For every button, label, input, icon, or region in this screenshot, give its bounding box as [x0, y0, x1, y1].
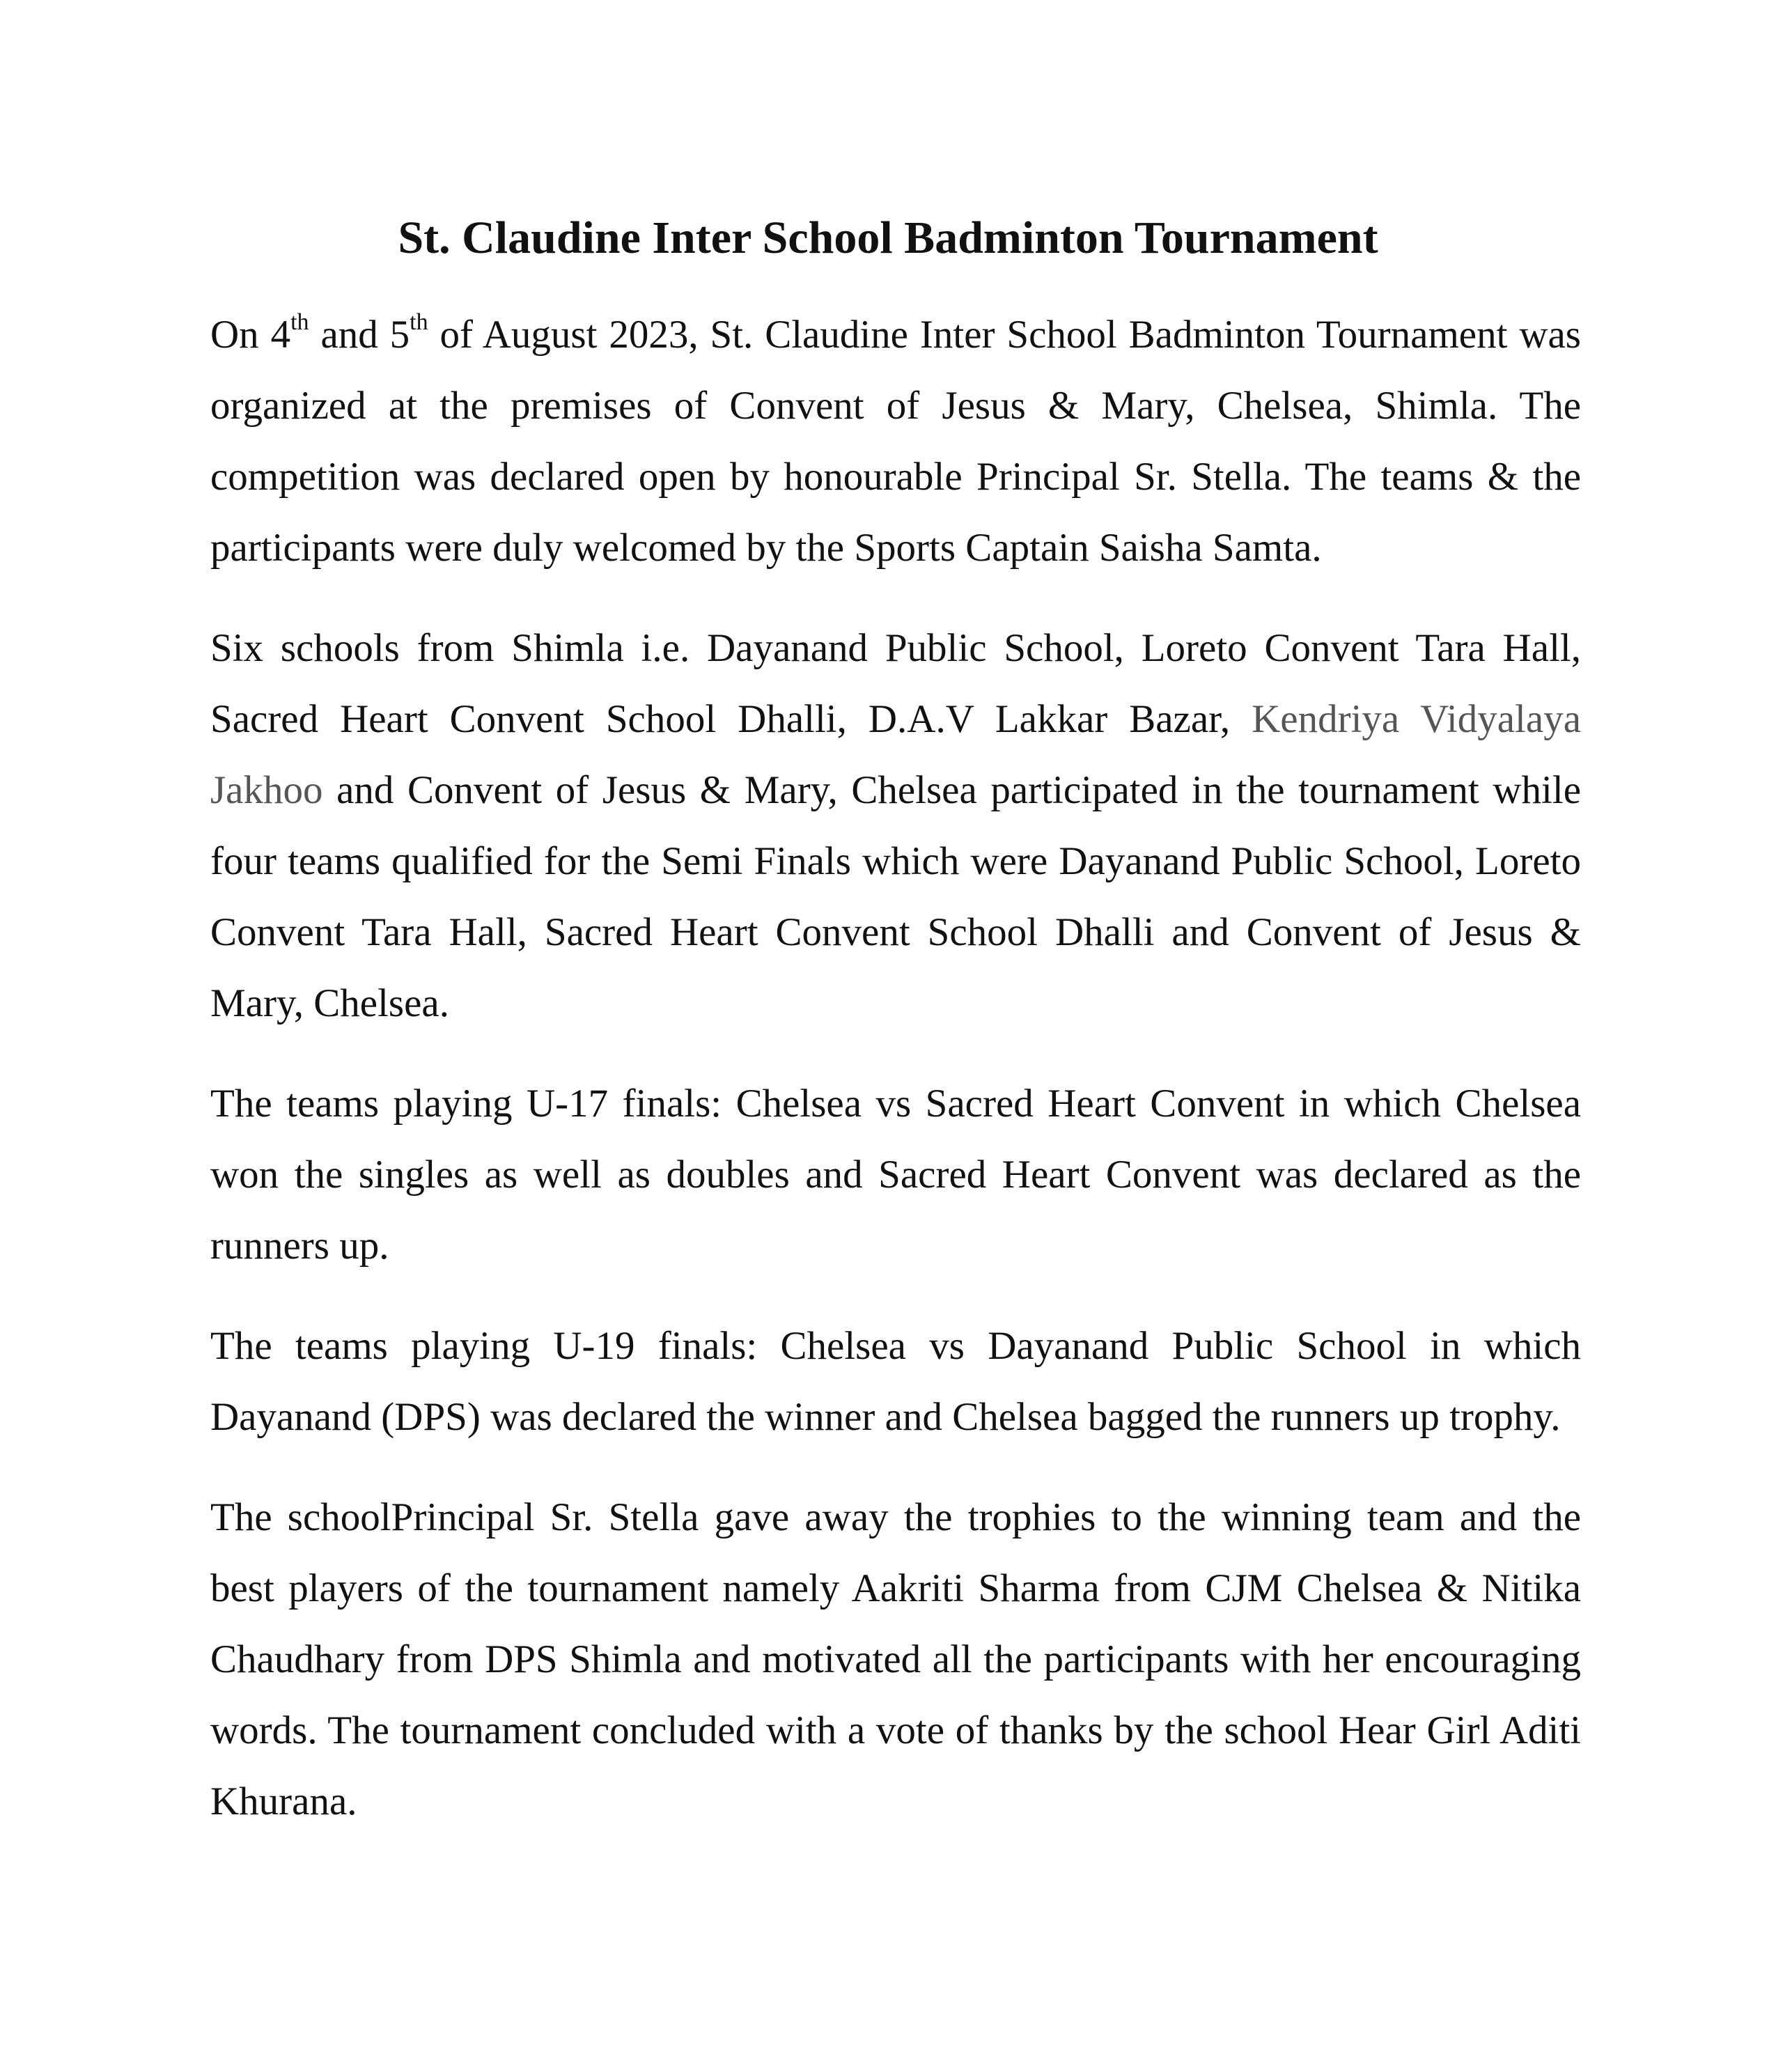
participants-text-a: Six schools from Shimla i.e. Dayanand Public School, Loreto Convent Tara Hall, Sacred Heart Convent School Dhalli, D.A.V Lakkar Bazar, — [210, 626, 1581, 741]
participants-text-b: and Convent of Jesus & Mary, Chelsea participated in the tournament while four teams qualified for the Semi Finals which were Dayanand Public School, Loreto Convent Tara Hall, Sacred Heart Convent School Dhalli and Convent of Jesus & Mary, Chelsea. — [210, 768, 1581, 1025]
document-body — [210, 299, 1581, 1867]
paragraph-u17-finals: The teams playing U-17 finals: Chelsea vs Sacred Heart Convent in which Chelsea won the singles as well as doubles and Sacred Heart Convent was declared as the runners up. — [210, 1082, 1581, 1268]
intro-text-c: of August 2023, St. Claudine Inter School Badminton Tournament was organized at the premises of Convent of Jesus & Mary, Chelsea, Shimla. The competition was declared open by honourable Principal Sr. Stella. The teams & the participants were duly welcomed by the Sports Captain Saisha Samta. — [210, 313, 1581, 570]
intro-text-a: On 4 — [210, 313, 291, 357]
document-title: St. Claudine Inter School Badminton Tournament — [398, 212, 1378, 263]
paragraph-participants — [210, 613, 1581, 1039]
paragraph-u19-finals: The teams playing U-19 finals: Chelsea vs Dayanand Public School in which Dayanand (DPS) was declared the winner and Chelsea bagged the runners up trophy. — [210, 1324, 1581, 1439]
ordinal-suffix: th — [290, 309, 309, 335]
paragraph-closing: The schoolPrincipal Sr. Stella gave away the trophies to the winning team and the best players of the tournament namely Aakriti Sharma from CJM Chelsea & Nitika Chaudhary from DPS Shimla and motivated all the participants with her encouraging words. The tournament concluded with a vote of thanks by the school Hear Girl Aditi Khurana. — [210, 1495, 1581, 1823]
paragraph-event-intro — [210, 299, 1581, 584]
highlighted-school-name: Kendriya Vidyalaya Jakhoo — [210, 697, 1581, 812]
intro-text-b: and 5 — [309, 313, 410, 357]
ordinal-suffix: th — [410, 309, 428, 335]
